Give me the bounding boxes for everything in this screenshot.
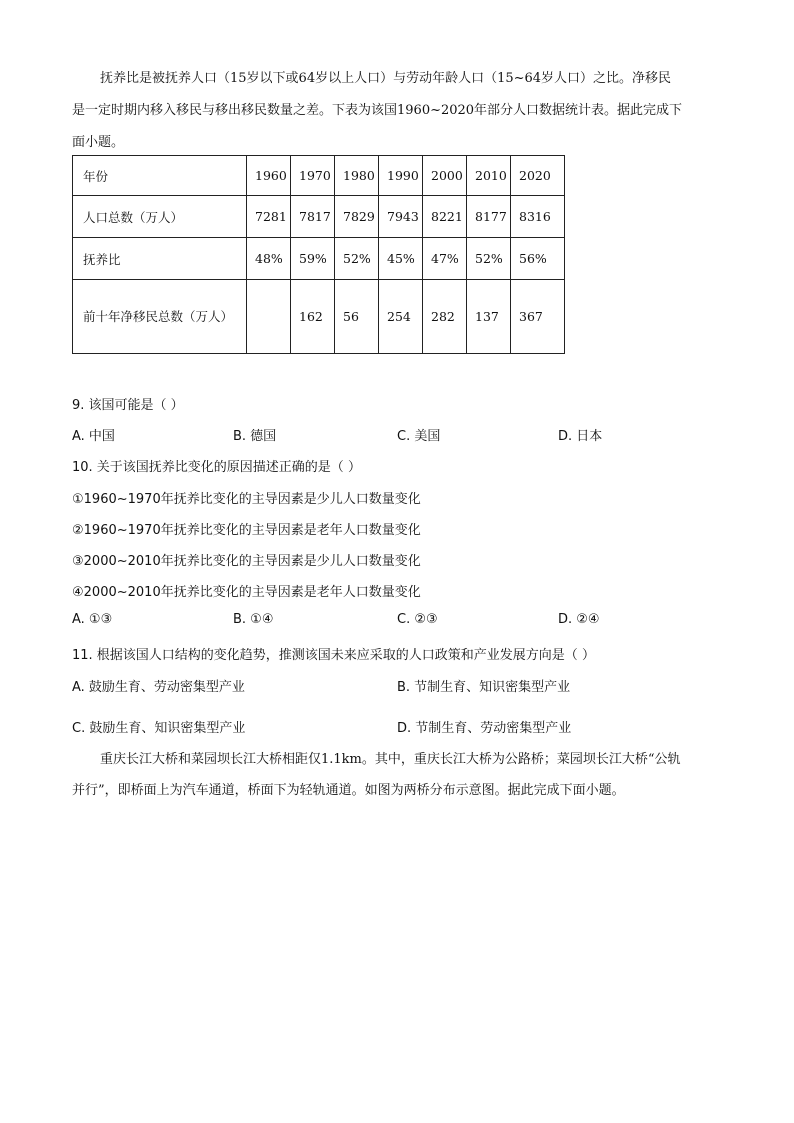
q10-option-c[interactable]: C. ②③ <box>397 612 438 627</box>
q10-statement-4: ④2000~2010年抚养比变化的主导因素是老年人口数量变化 <box>72 585 421 600</box>
table-cell <box>247 280 291 354</box>
q11-option-d[interactable]: D. 节制生育、劳动密集型产业 <box>397 721 572 736</box>
bridge-line-1: 重庆长江大桥和菜园坝长江大桥相距仅1.1km。其中，重庆长江大桥为公路桥；菜园坝长江大桥“公轨 <box>100 752 681 767</box>
table-row-label: 前十年净移民总数（万人） <box>73 280 247 354</box>
q11-stem: 11. 根据该国人口结构的变化趋势，推测该国未来应采取的人口政策和产业发展方向是（ ） <box>72 648 595 663</box>
table-cell: 48% <box>247 238 291 280</box>
table-year: 1990 <box>379 156 423 196</box>
table-header-label: 年份 <box>73 156 247 196</box>
table-cell: 162 <box>291 280 335 354</box>
q10-stem: 10. 关于该国抚养比变化的原因描述正确的是（ ） <box>72 460 361 475</box>
q11-option-b[interactable]: B. 节制生育、知识密集型产业 <box>397 680 571 695</box>
table-cell: 56% <box>511 238 565 280</box>
table-cell: 7281 <box>247 196 291 238</box>
population-table <box>72 155 565 354</box>
q9-option-a[interactable]: A. 中国 <box>72 429 115 444</box>
q9-option-c[interactable]: C. 美国 <box>397 429 441 444</box>
table-year: 1960 <box>247 156 291 196</box>
table-year: 2020 <box>511 156 565 196</box>
q10-statement-2: ②1960~1970年抚养比变化的主导因素是老年人口数量变化 <box>72 523 421 538</box>
bridge-line-2: 并行”，即桥面上为汽车通道，桥面下为轻轨通道。如图为两桥分布示意图。据此完成下面小题。 <box>72 783 625 798</box>
table-cell: 8177 <box>467 196 511 238</box>
intro-line-1: 抚养比是被抚养人口（15岁以下或64岁以上人口）与劳动年龄人口（15~64岁人口）之比。净移民 <box>100 71 672 86</box>
table-row <box>73 238 565 280</box>
q9-stem: 9. 该国可能是（ ） <box>72 398 184 413</box>
q10-option-d[interactable]: D. ②④ <box>558 612 600 627</box>
table-row <box>73 156 565 196</box>
q10-option-a[interactable]: A. ①③ <box>72 612 113 627</box>
q11-option-c[interactable]: C. 鼓励生育、知识密集型产业 <box>72 721 246 736</box>
table-cell: 59% <box>291 238 335 280</box>
intro-line-2: 是一定时期内移入移民与移出移民数量之差。下表为该国1960~2020年部分人口数据统计表。据此完成下 <box>72 103 683 118</box>
table-cell: 45% <box>379 238 423 280</box>
table-row-label: 抚养比 <box>73 238 247 280</box>
q9-option-b[interactable]: B. 德国 <box>233 429 277 444</box>
table-year: 2000 <box>423 156 467 196</box>
table-cell: 52% <box>335 238 379 280</box>
table-cell: 137 <box>467 280 511 354</box>
table-cell: 7943 <box>379 196 423 238</box>
table-cell: 8221 <box>423 196 467 238</box>
table-cell: 56 <box>335 280 379 354</box>
table-cell: 254 <box>379 280 423 354</box>
q10-statement-3: ③2000~2010年抚养比变化的主导因素是少儿人口数量变化 <box>72 554 421 569</box>
table-year: 2010 <box>467 156 511 196</box>
table-year: 1980 <box>335 156 379 196</box>
table-cell: 7829 <box>335 196 379 238</box>
q10-statement-1: ①1960~1970年抚养比变化的主导因素是少儿人口数量变化 <box>72 492 421 507</box>
table-cell: 282 <box>423 280 467 354</box>
table-cell: 7817 <box>291 196 335 238</box>
table-year: 1970 <box>291 156 335 196</box>
table-cell: 367 <box>511 280 565 354</box>
q10-option-b[interactable]: B. ①④ <box>233 612 274 627</box>
table-row-label: 人口总数（万人） <box>73 196 247 238</box>
q11-option-a[interactable]: A. 鼓励生育、劳动密集型产业 <box>72 680 245 695</box>
table-cell: 47% <box>423 238 467 280</box>
table-row <box>73 196 565 238</box>
table-cell: 8316 <box>511 196 565 238</box>
table-row <box>73 280 565 354</box>
intro-line-3: 面小题。 <box>72 135 125 150</box>
q9-option-d[interactable]: D. 日本 <box>558 429 603 444</box>
table-cell: 52% <box>467 238 511 280</box>
